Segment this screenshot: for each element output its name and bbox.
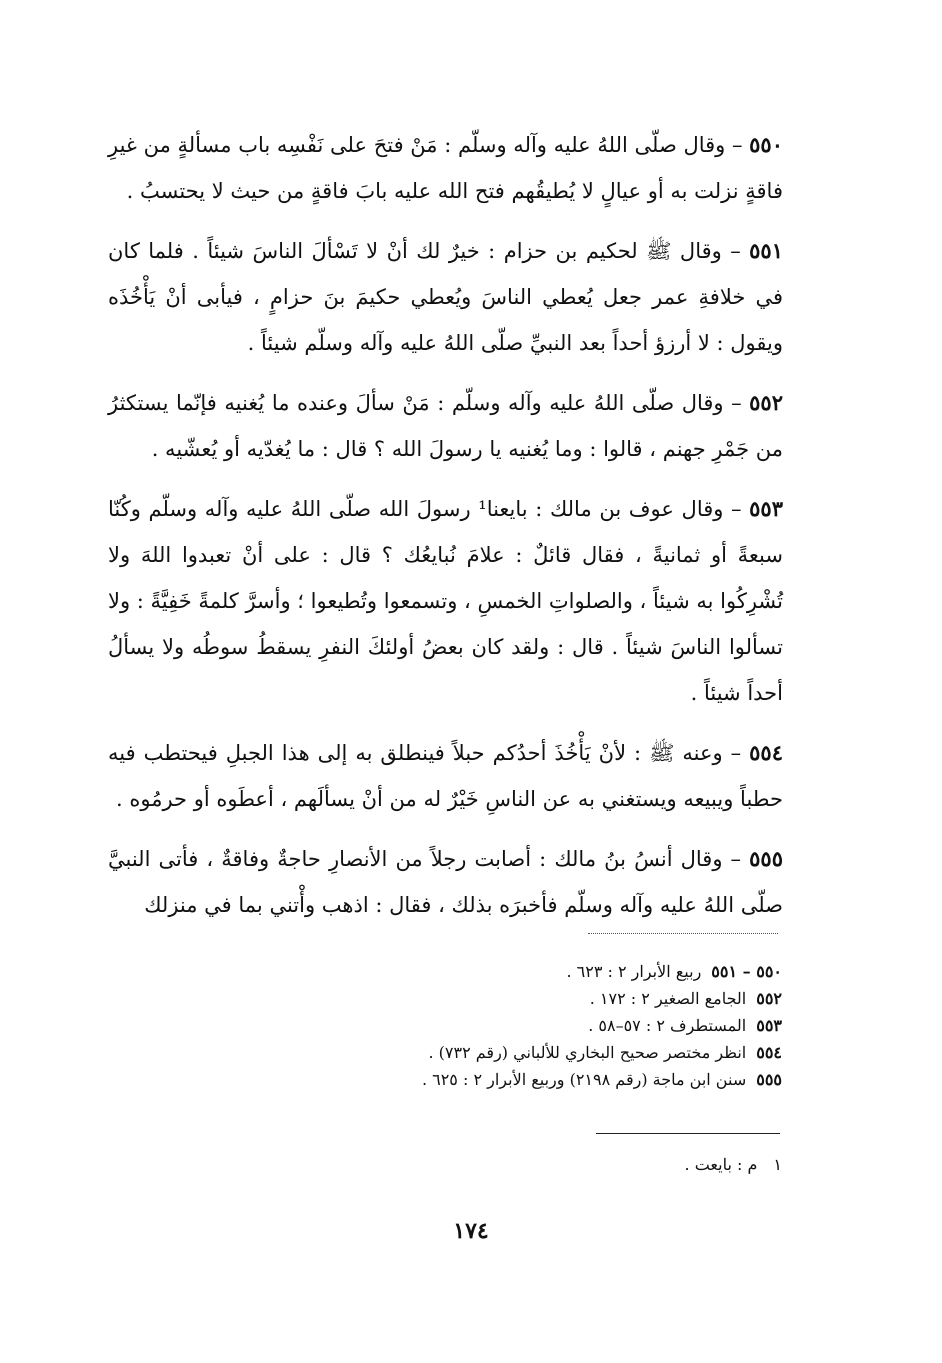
paragraph-553 — [108, 486, 783, 716]
footnote-ref: ١ — [773, 1155, 782, 1174]
source-notes — [222, 958, 782, 1093]
paragraph-550 — [108, 122, 783, 214]
note-ref: ٥٥٤ — [756, 1043, 782, 1062]
note-line — [222, 1039, 782, 1066]
paragraph-text: – وقال صلّى اللهُ عليه وآله وسلّم : مَنْ سألَ وعنده ما يُغنيه فإنّما يستكثرُ من جَمْرِ جهنم ، قالوا : وما يُغنيه يا رسولَ الله ؟ قال : ما يُغدّيه أو يُعشّيه . — [108, 391, 783, 461]
paragraph-555 — [108, 836, 783, 928]
note-line — [222, 958, 782, 985]
note-line — [222, 1012, 782, 1039]
footnote — [685, 1151, 782, 1178]
paragraph-text: – وقال أنسُ بنُ مالك : أصابت رجلاً من الأنصارِ حاجةٌ وفاقةٌ ، فأتى النبيَّ صلّى اللهُ عليه وآله وسلّم فأخبرَه بذلك ، فقال : اذهب وأْتني بما في منزلك — [108, 847, 783, 917]
note-ref: ٥٥٣ — [756, 1016, 782, 1035]
note-ref: ٥٥٠ – ٥٥١ — [711, 962, 782, 981]
paragraph-551 — [108, 228, 783, 366]
paragraph-text: – وقال ﷺ لحكيم بن حزام : خيرٌ لك أنْ لا تَسْألَ الناسَ شيئاً . فلما كان في خلافةِ عمر جعل يُعطي الناسَ ويُعطي حكيمَ بنَ حزامٍ ، فيأبى أنْ يَأْخُذَه ويقول : لا أرزؤ أحداً بعد النبيِّ صلّى اللهُ عليه وآله وسلّم شيئاً . — [108, 239, 783, 355]
note-text: الجامع الصغير ٢ : ١٧٢ . — [589, 989, 747, 1008]
note-ref: ٥٥٥ — [756, 1070, 782, 1089]
note-ref: ٥٥٢ — [756, 989, 782, 1008]
paragraph-text: – وقال عوف بن مالك : بايعنا¹ رسولَ الله صلّى اللهُ عليه وآله وسلّم وكُنّا سبعةً أو ثمانيةً ، فقال قائلٌ : علامَ نُبايعُك ؟ قال : على أنْ تعبدوا اللهَ ولا تُشْرِكُوا به شيئاً ، والصلواتِ الخمسِ ، وتسمعوا وتُطيعوا ؛ وأسرَّ كلمةً خَفِيَّةً : ولا تسألوا الناسَ شيئاً . قال : ولقد كان بعضُ أولئكَ النفرِ يسقطُ سوطُه ولا يسألُ أحداً شيئاً . — [108, 497, 783, 705]
paragraph-number: ٥٥٤ — [749, 740, 783, 765]
note-line — [222, 1066, 782, 1093]
notes-divider — [588, 933, 778, 934]
paragraph-number: ٥٥٥ — [749, 846, 783, 871]
paragraph-text: – وقال صلّى اللهُ عليه وآله وسلّم : مَنْ فتحَ على نَفْسِه باب مسألةٍ من غيرِ فاقةٍ نزلت به أو عيالٍ لا يُطيقُهم فتح الله عليه بابَ فاقةٍ من حيث لا يحتسبُ . — [108, 133, 783, 203]
paragraph-number: ٥٥٢ — [749, 390, 783, 415]
paragraph-text: – وعنه ﷺ : لأنْ يَأْخُذَ أحدُكم حبلاً فينطلق به إلى هذا الجبلِ فيحتطب فيه حطباً ويبيعه ويستغني به عن الناسِ خَيْرٌ له من أنْ يسألَهم ، أعطَوه أو حرمُوه . — [108, 741, 783, 811]
paragraph-number: ٥٥٠ — [749, 132, 783, 157]
footnote-text: م : بايعت . — [684, 1155, 758, 1174]
paragraph-number: ٥٥١ — [749, 238, 783, 263]
main-text — [108, 122, 783, 942]
page-number: ١٧٤ — [453, 1218, 489, 1244]
paragraph-number: ٥٥٣ — [749, 496, 783, 521]
note-text: ربيع الأبرار ٢ : ٦٢٣ . — [566, 962, 702, 981]
note-text: المستطرف ٢ : ٥٧–٥٨ . — [588, 1016, 747, 1035]
note-line — [222, 985, 782, 1012]
paragraph-554 — [108, 730, 783, 822]
footnote-divider — [596, 1133, 780, 1134]
note-text: سنن ابن ماجة (رقم ٢١٩٨) وربيع الأبرار ٢ : ٦٢٥ . — [421, 1070, 747, 1089]
note-text: انظر مختصر صحيح البخاري للألباني (رقم ٧٣٢) . — [428, 1043, 747, 1062]
paragraph-552 — [108, 380, 783, 472]
